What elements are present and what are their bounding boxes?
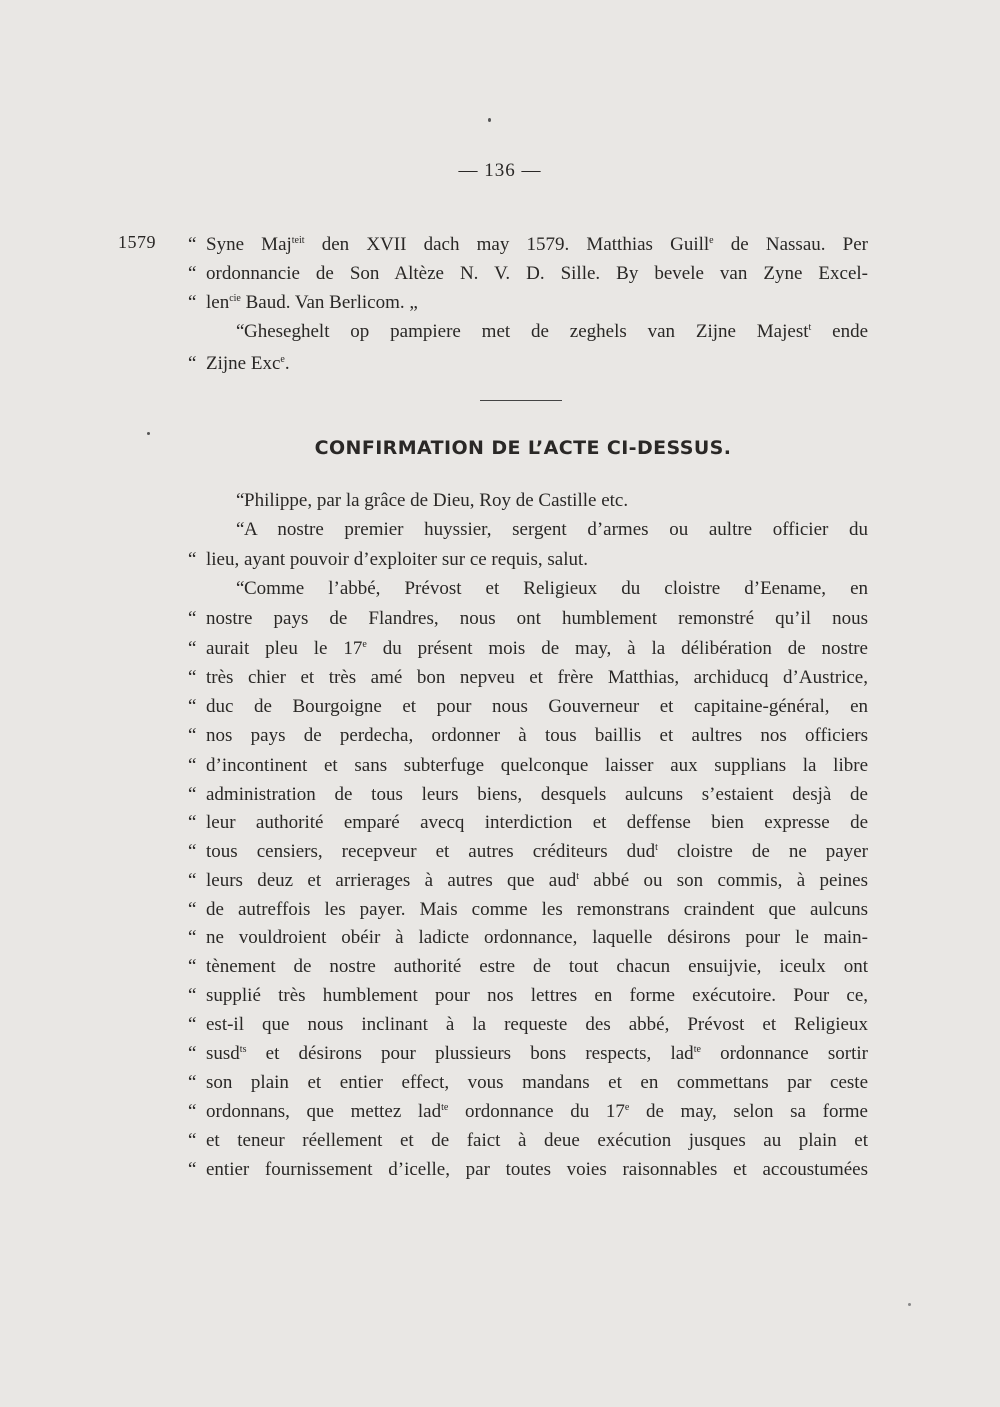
text-segment: de may, selon sa forme: [629, 1101, 868, 1122]
text-line: [188, 604, 868, 634]
quote-mark: “: [188, 234, 197, 255]
superscript-abbreviation: t: [576, 871, 579, 882]
text-line: [188, 663, 868, 693]
line-text: [206, 808, 868, 838]
text-segment: est-il que nous inclinant à la requeste des abbé, Prévost et Religieux: [206, 1014, 868, 1035]
text-segment: len: [206, 292, 230, 313]
superscript-abbreviation: e: [624, 1102, 630, 1113]
text-segment: Comme l’abbé, Prévost et Religieux du cloistre d’Eename, en: [244, 578, 868, 599]
text-segment: et teneur réellement et de faict à deue exécution jusques au plain et: [206, 1130, 868, 1151]
quote-mark: “: [188, 608, 197, 629]
quote-mark: “: [188, 956, 197, 977]
text-line: [188, 259, 868, 289]
quote-mark: “: [188, 1072, 197, 1093]
quote-mark: “: [188, 755, 197, 776]
line-text: [206, 604, 868, 634]
text-line: [188, 837, 868, 867]
text-line: [188, 952, 868, 982]
text-segment: très chier et très amé bon nepveu et frère Matthias, archiducq d’Austrice,: [206, 667, 868, 688]
line-text: [206, 1039, 868, 1069]
text-line: [188, 288, 868, 318]
line-text: [206, 981, 868, 1011]
text-segment: du présent mois de may, à la délibération de nostre: [366, 638, 868, 659]
text-segment: duc de Bourgoigne et pour nous Gouverneur et capitaine-général, en: [206, 696, 868, 717]
section-divider: [480, 400, 562, 401]
superscript-abbreviation: t: [808, 322, 812, 333]
quote-mark: “: [188, 985, 197, 1006]
superscript-abbreviation: t: [655, 842, 658, 853]
margin-year: 1579: [118, 232, 156, 252]
quote-mark: “: [188, 1159, 197, 1180]
text-line: [188, 780, 868, 810]
line-text: [244, 486, 868, 516]
quote-mark: “: [188, 353, 197, 374]
text-segment: den XVII dach may 1579. Matthias Guill: [304, 234, 710, 255]
superscript-abbreviation: ts: [239, 1044, 247, 1055]
text-segment: de autreffois les payer. Mais comme les remonstrans craindent que aulcuns: [206, 899, 868, 920]
text-segment: ordonnancie de Son Altèze N. V. D. Sille. By bevele van Zyne Excel-: [206, 263, 868, 284]
quote-mark: “: [236, 578, 245, 599]
line-text: [244, 317, 868, 347]
paper-speck: [488, 118, 491, 122]
text-line: [188, 866, 868, 896]
line-text: [206, 349, 868, 379]
text-line: [188, 1010, 868, 1040]
line-text: [206, 692, 868, 722]
quote-mark: “: [236, 490, 245, 511]
quote-mark: “: [188, 696, 197, 717]
quote-mark: “: [188, 263, 197, 284]
text-segment: ordonnance du 17: [448, 1101, 625, 1122]
text-segment: de Nassau. Per: [713, 234, 869, 255]
text-segment: ende: [811, 321, 869, 342]
text-segment: Philippe, par la grâce de Dieu, Roy de Castille etc.: [244, 490, 629, 511]
text-line: [188, 230, 868, 260]
superscript-abbreviation: teit: [291, 235, 305, 246]
line-text: [206, 545, 868, 575]
text-line: [188, 317, 868, 347]
text-line: [188, 721, 868, 751]
line-text: [206, 230, 868, 260]
text-line: [188, 545, 868, 575]
text-segment: administration de tous leurs biens, desquels aulcuns s’estaient desjà de: [206, 784, 868, 805]
text-line: [188, 1068, 868, 1098]
text-segment: nostre pays de Flandres, nous ont humblement remonstré qu’il nous: [206, 608, 868, 629]
quote-mark: “: [188, 725, 197, 746]
text-segment: Gheseghelt op pampiere met de zeghels van Zijne Majest: [244, 321, 809, 342]
text-segment: Baud. Van Berlicom. „: [240, 292, 418, 313]
text-segment: et désirons pour plussieurs bons respects, lad: [246, 1043, 694, 1064]
text-segment: cloistre de ne payer: [657, 841, 868, 862]
superscript-abbreviation: e: [280, 354, 285, 365]
text-segment: susd: [206, 1043, 240, 1064]
line-text: [244, 574, 868, 604]
text-line: [188, 692, 868, 722]
text-line: [188, 1155, 868, 1185]
text-line: [188, 1039, 868, 1069]
line-text: [206, 780, 868, 810]
line-text: [206, 634, 868, 664]
line-text: [206, 895, 868, 925]
text-segment: nos pays de perdecha, ordonner à tous baillis et aultres nos officiers: [206, 725, 868, 746]
line-text: [206, 288, 868, 318]
quote-mark: “: [236, 321, 245, 342]
quote-mark: “: [188, 784, 197, 805]
section-heading: CONFIRMATION DE L’ACTE CI-DESSUS.: [314, 437, 732, 459]
quote-mark: “: [188, 1101, 197, 1122]
line-text: [206, 952, 868, 982]
quote-mark: “: [188, 1014, 197, 1035]
quote-mark: “: [188, 292, 197, 313]
text-line: [188, 515, 868, 545]
text-segment: ne vouldroient obéir à ladicte ordonnance, laquelle désirons pour le main-: [206, 927, 868, 948]
text-segment: A nostre premier huyssier, sergent d’armes ou aultre officier du: [244, 519, 868, 540]
text-segment: tènement de nostre authorité estre de tout chacun ensuijvie, iceulx ont: [206, 956, 868, 977]
text-line: [188, 895, 868, 925]
page-number: — 136 —: [458, 160, 542, 181]
text-segment: .: [284, 353, 290, 374]
text-segment: entier fournissement d’icelle, par toutes voies raisonnables et accoustumées: [206, 1159, 868, 1180]
paper-speck: [147, 432, 150, 435]
line-text: [244, 515, 868, 545]
quote-mark: “: [188, 812, 197, 833]
text-line: [188, 751, 868, 781]
superscript-abbreviation: e: [709, 235, 714, 246]
text-line: [188, 574, 868, 604]
line-text: [206, 923, 868, 953]
text-segment: leur authorité emparé avecq interdiction et deffense bien expresse de: [206, 812, 868, 833]
text-line: [188, 1097, 868, 1127]
quote-mark: “: [188, 667, 197, 688]
text-line: [188, 1126, 868, 1156]
text-line: [188, 634, 868, 664]
text-segment: abbé ou son commis, à peines: [579, 870, 868, 891]
line-text: [206, 1068, 868, 1098]
paper-speck: [908, 1303, 911, 1306]
superscript-abbreviation: te: [441, 1102, 449, 1113]
line-text: [206, 663, 868, 693]
superscript-abbreviation: cie: [229, 293, 241, 304]
text-segment: ordonnance sortir: [700, 1043, 869, 1064]
line-text: [206, 1010, 868, 1040]
line-text: [206, 1126, 868, 1156]
quote-mark: “: [188, 870, 197, 891]
quote-mark: “: [188, 638, 197, 659]
text-segment: Syne Maj: [206, 234, 292, 255]
line-text: [206, 751, 868, 781]
line-text: [206, 837, 868, 867]
text-line: [188, 808, 868, 838]
line-text: [206, 866, 868, 896]
text-line: [188, 923, 868, 953]
text-segment: aurait pleu le 17: [206, 638, 363, 659]
text-segment: d’incontinent et sans subterfuge quelconque laisser aux supplians la libre: [206, 755, 868, 776]
line-text: [206, 1155, 868, 1185]
text-line: [188, 981, 868, 1011]
quote-mark: “: [188, 841, 197, 862]
quote-mark: “: [188, 927, 197, 948]
quote-mark: “: [188, 1130, 197, 1151]
quote-mark: “: [188, 549, 197, 570]
text-segment: lieu, ayant pouvoir d’exploiter sur ce requis, salut.: [206, 549, 589, 570]
quote-mark: “: [236, 519, 245, 540]
superscript-abbreviation: te: [693, 1044, 701, 1055]
superscript-abbreviation: e: [362, 639, 367, 650]
text-segment: son plain et entier effect, vous mandans et en commettans par ceste: [206, 1072, 868, 1093]
quote-mark: “: [188, 899, 197, 920]
text-segment: ordonnans, que mettez lad: [206, 1101, 442, 1122]
line-text: [206, 259, 868, 289]
line-text: [206, 1097, 868, 1127]
quote-mark: “: [188, 1043, 197, 1064]
text-line: [188, 486, 868, 516]
text-segment: supplié très humblement pour nos lettres en forme exécutoire. Pour ce,: [206, 985, 868, 1006]
line-text: [206, 721, 868, 751]
text-segment: leurs deuz et arrierages à autres que aud: [206, 870, 577, 891]
text-line: [188, 349, 868, 379]
text-segment: tous censiers, recepveur et autres créditeurs dud: [206, 841, 656, 862]
text-segment: Zijne Exc: [206, 353, 281, 374]
